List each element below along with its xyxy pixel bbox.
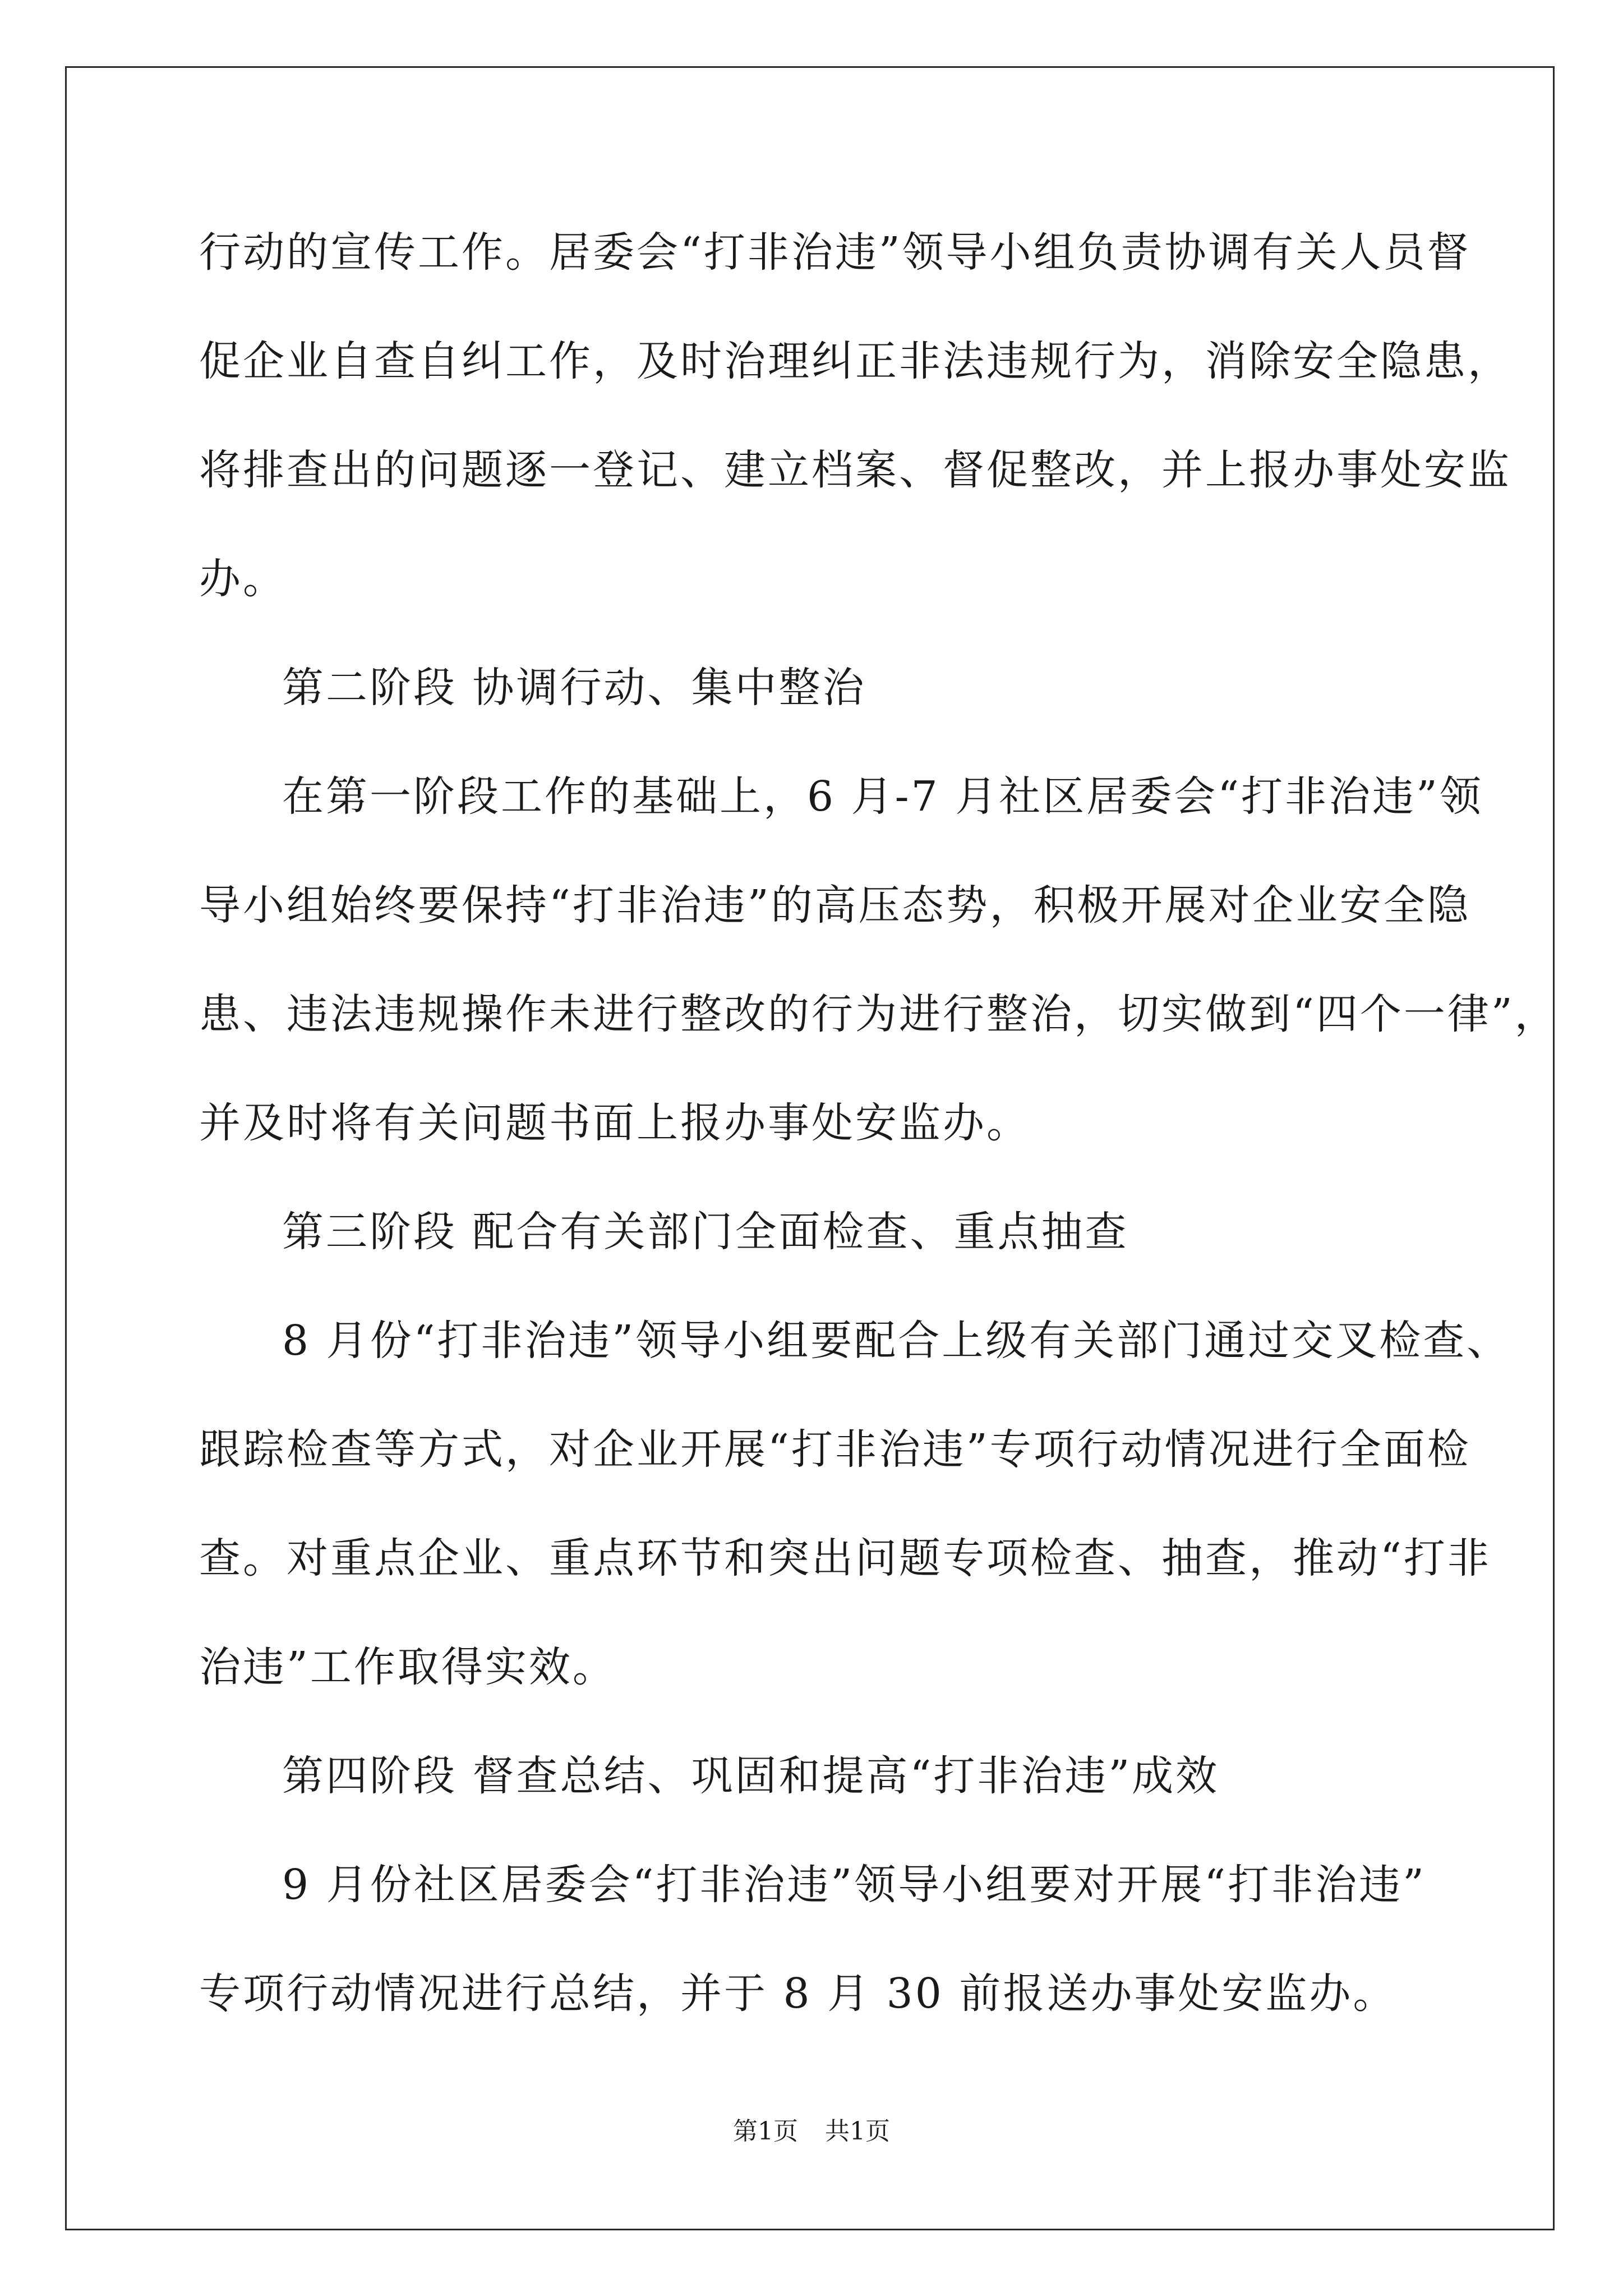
paragraph-line: 专项行动情况进行总结，并于 8 月 30 前报送办事处安监办。 xyxy=(199,1970,1397,2018)
document-body xyxy=(199,213,1559,2063)
paragraph-line: 导小组始终要保持“打非治违”的高压态势，积极开展对企业安全隐 xyxy=(199,881,1471,930)
paragraph-line: 并及时将有关问题书面上报办事处安监办。 xyxy=(199,1099,1030,1147)
paragraph-line: 行动的宣传工作。居委会“打非治违”领导小组负责协调有关人员督 xyxy=(199,228,1471,277)
page-total: 共1页 xyxy=(825,2117,890,2146)
section-heading-stage-3: 第三阶段 配合有关部门全面检查、重点抽查 xyxy=(282,1208,1129,1256)
section-heading-stage-2: 第二阶段 协调行动、集中整治 xyxy=(282,664,866,712)
paragraph-line: 治违”工作取得实效。 xyxy=(199,1643,616,1691)
paragraph-line: 患、违法违规操作未进行整改的行为进行整治，切实做到“四个一律”， xyxy=(199,990,1559,1038)
paragraph-line: 8 月份“打非治违”领导小组要配合上级有关部门通过交叉检查、 xyxy=(282,1317,1511,1365)
paragraph-line: 将排查出的问题逐一登记、建立档案、督促整改，并上报办事处安监 xyxy=(199,446,1511,494)
page-footer xyxy=(0,2115,1623,2148)
paragraph-line: 促企业自查自纠工作，及时治理纠正非法违规行为，消除安全隐患， xyxy=(199,337,1511,385)
paragraph-line: 查。对重点企业、重点环节和突出问题专项检查、抽查，推动“打非 xyxy=(199,1534,1491,1582)
paragraph-line: 在第一阶段工作的基础上，6 月-7 月社区居委会“打非治违”领 xyxy=(282,772,1483,821)
page-number: 第1页 xyxy=(733,2117,798,2146)
paragraph-line: 9 月份社区居委会“打非治违”领导小组要对开展“打非治违” xyxy=(282,1861,1426,1909)
section-heading-stage-4: 第四阶段 督查总结、巩固和提高“打非治违”成效 xyxy=(282,1752,1220,1800)
paragraph-line: 跟踪检查等方式，对企业开展“打非治违”专项行动情况进行全面检 xyxy=(199,1425,1471,1474)
paragraph-line: 办。 xyxy=(199,555,287,603)
